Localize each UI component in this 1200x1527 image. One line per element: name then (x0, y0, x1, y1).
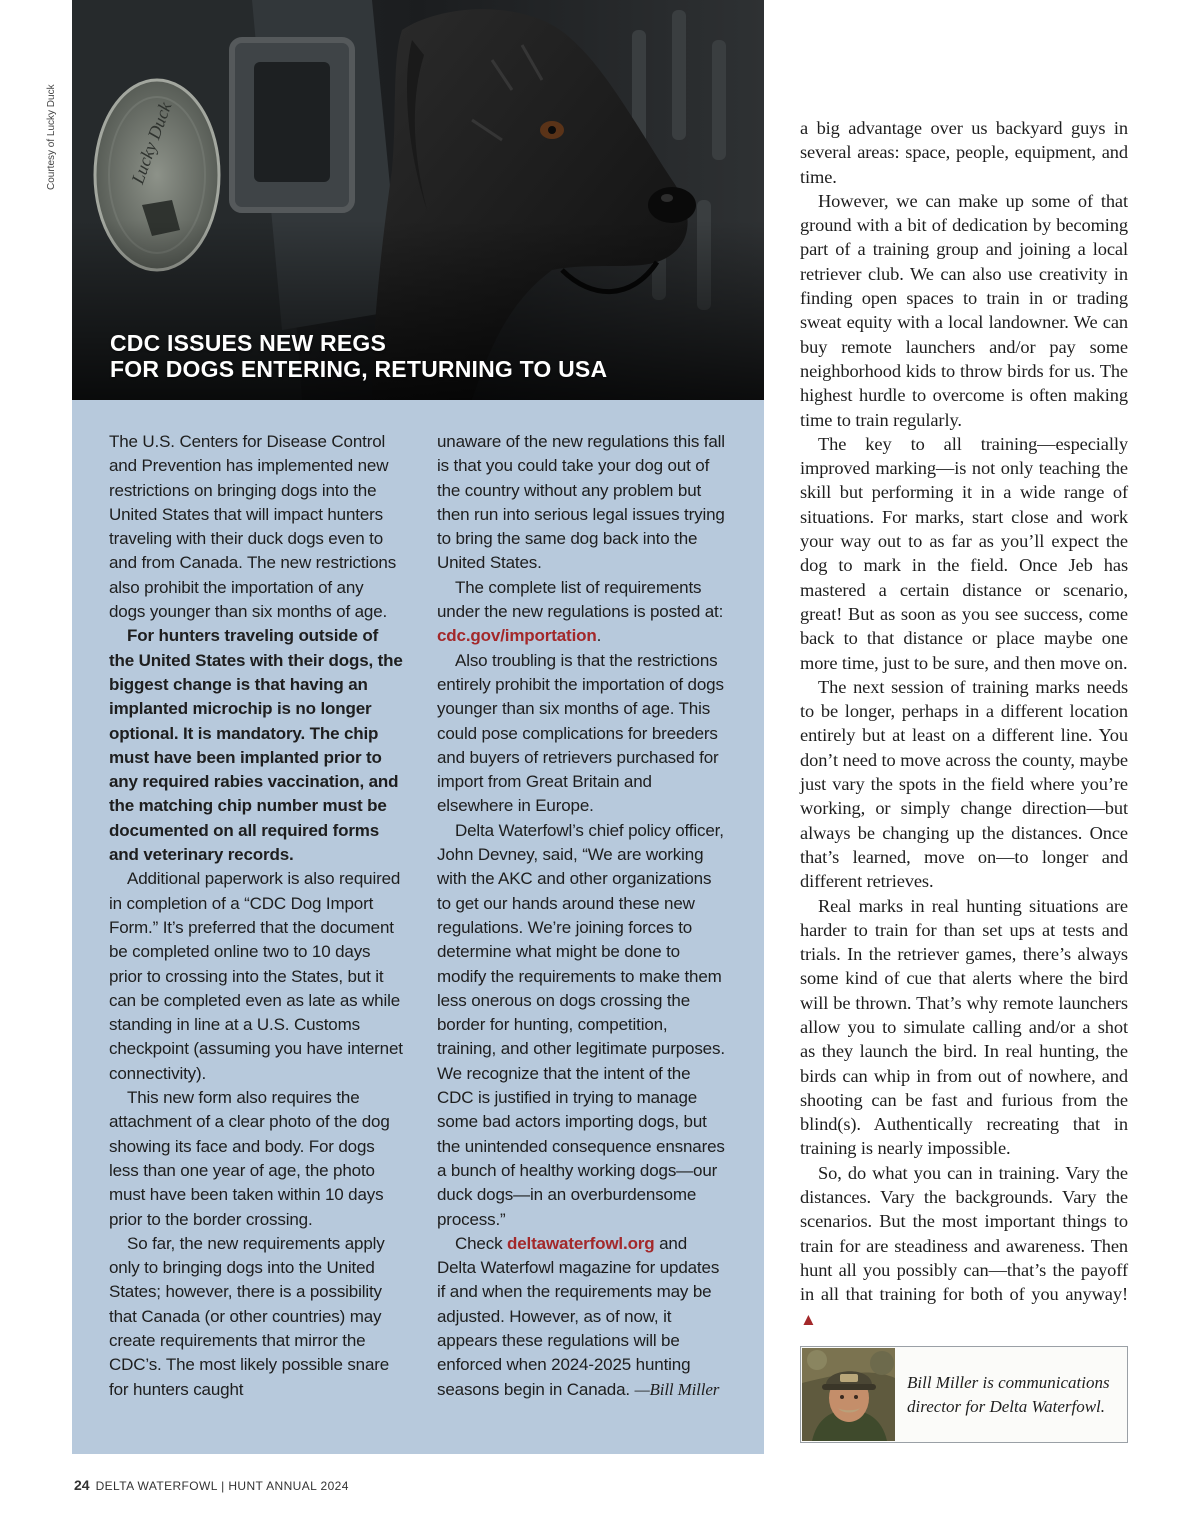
sidebar-paragraph: unaware of the new regulations this fall is that you could take your dog out of the country without any problem but then run into serious legal issues trying to bring the same dog back into the United States. (437, 432, 725, 573)
article-paragraph: However, we can make up some of that ground with a bit of dedication by becoming part of a training group and joining a local retriever club. We can also use creativity in finding open spaces to train in or trading sweat equity with a local landowner. We can buy remote launchers and/or pay some neighborhood kids to throw birds for us. The highest hurdle to overcome is often making time to train regularly. (800, 190, 1128, 430)
author-portrait-illustration (802, 1348, 895, 1441)
author-photo (802, 1348, 895, 1441)
sidebar-paragraph: This new form also requires the attachment of a clear photo of the dog showing its face and body. For dogs less than one year of age, the photo must have been taken within 10 days prior to the border crossing. (109, 1088, 390, 1229)
headline-line-2: FOR DOGS ENTERING, RETURNING TO USA (110, 356, 608, 382)
sidebar-paragraph: Additional paperwork is also required in completion of a “CDC Dog Import Form.” It’s preferred that the document be completed online two to 10 days prior to crossing into the States, but it can be completed even as late as while standing in line at a U.S. Customs checkpoint (assuming you have internet connectivity). (109, 869, 403, 1083)
sidebar-paragraph (437, 576, 729, 649)
article-paragraph: Real marks in real hunting situations are harder to train for than set ups at tests and trials. In the retriever games, there’s always some kind of cue that alerts where the bird will be thrown. That’s why remote launchers allow you to simulate calling and/or a shot as they launch the bird. In real hunting, the birds can whip in from out of nowhere, and shooting can be fast and furious from the blind(s). Authentically recreating that in training is nearly impossible. (800, 895, 1128, 1159)
sidebar-paragraph (437, 1232, 729, 1402)
dog-photo (72, 0, 764, 400)
headline-line-1: CDC ISSUES NEW REGS (110, 330, 387, 356)
photo-credit: Courtesy of Lucky Duck (46, 84, 57, 190)
sidebar-paragraph: Also troubling is that the restrictions entirely prohibit the importation of dogs younger than six months of age. This could pose complications for breeders and buyers of retrievers purchased for import from Great Britain and elsewhere in Europe. (437, 650, 724, 816)
author-bio-text: Bill Miller is communications director for Delta Waterfowl. (907, 1373, 1110, 1416)
sidebar-headline (110, 330, 607, 382)
deltawaterfowl-link[interactable]: deltawaterfowl.org (507, 1233, 655, 1253)
sidebar-text: The complete list of requirements under the new regulations is posted at: (437, 577, 724, 622)
sidebar-column-1 (109, 430, 404, 1402)
article-paragraph: a big advantage over us backyard guys in several areas: space, people, equipment, and time. (800, 118, 1128, 187)
main-article-column (800, 116, 1128, 1332)
sidebar-text: Check (455, 1233, 508, 1253)
author-bio-box (800, 1346, 1128, 1443)
sidebar-text: . (596, 626, 602, 646)
article-text: So, do what you can in training. Vary the distances. Vary the backgrounds. Vary the scenarios. But the most important things to train for are steadiness and awareness. Then hunt all you possibly can—that’s the payoff in all that training for both of you anyway! (800, 1162, 1128, 1305)
sidebar-bold-paragraph: For hunters traveling outside of the United States with their dogs, the biggest change is that having an implanted microchip is no longer optional. It is mandatory. The chip must have been implanted prior to any required rabies vaccination, and the matching chip number must be documented on all required forms and veterinary records. (109, 626, 403, 865)
end-triangle-icon: ▲ (800, 1309, 817, 1329)
sidebar-signature: —Bill Miller (634, 1379, 720, 1399)
publication-name: DELTA WATERFOWL | HUNT ANNUAL 2024 (95, 1479, 349, 1493)
page-number: 24 (74, 1477, 90, 1493)
cdc-importation-link[interactable]: cdc.gov/importation (437, 626, 597, 646)
sidebar-paragraph: Delta Waterfowl’s chief policy officer, John Devney, said, “We are working with the AKC and other organizations to get our hands around these new regulations. We’re joining forces to determine what might be done to modify the requirements to make them less onerous on dogs crossing the border for hunting, competition, training, and other legitimate purposes. We recognize that the intent of the CDC is justified in trying to manage some bad actors importing dogs, but the unintended consequence ensnares a bunch of healthy working dogs—our duck dogs—in an overburdensome process.” (437, 820, 725, 1229)
article-paragraph: The key to all training—especially improved marking—is not only teaching the skill but performing it in a wide range of situations. For marks, start close and work your way out to as far as you’ll expect the dog to mark in the field. Once Jeb has mastered a certain distance or scenario, great! But as soon as you see success, come back to that distance or place maybe one more time, just to be sure, and then move on. (800, 433, 1128, 673)
article-paragraph: The next session of training marks needs to be longer, perhaps in a different location entirely but at least on a different line. You don’t need to move across the county, maybe just vary the spots in the field where you’re working, or simply change direction—but always be changing up the distances. Once that’s learned, move on—to longer and different retrieves. (800, 676, 1128, 892)
page-footer (74, 1477, 349, 1493)
sidebar-paragraph: So far, the new requirements apply only to bringing dogs into the United States; however, there is a possibility that Canada (or other countries) may create requirements that mirror the CDC’s. The most likely possible snare for hunters caught (109, 1233, 390, 1399)
sidebar-column-2 (437, 430, 729, 1402)
sidebar-text: and Delta Waterfowl magazine for updates if and when the requirements may be adjusted. However, as of now, it appears these regulations will be enforced when 2024-2025 hunting seasons begin in Canada. (437, 1233, 720, 1399)
article-paragraph (800, 1161, 1128, 1332)
sidebar-paragraph: The U.S. Centers for Disease Control and Prevention has implemented new restrictions on bringing dogs into the United States that will impact hunters traveling with their duck dogs even to and from Canada. The new restrictions also prohibit the importation of any dogs younger than six months of age. (109, 432, 397, 622)
